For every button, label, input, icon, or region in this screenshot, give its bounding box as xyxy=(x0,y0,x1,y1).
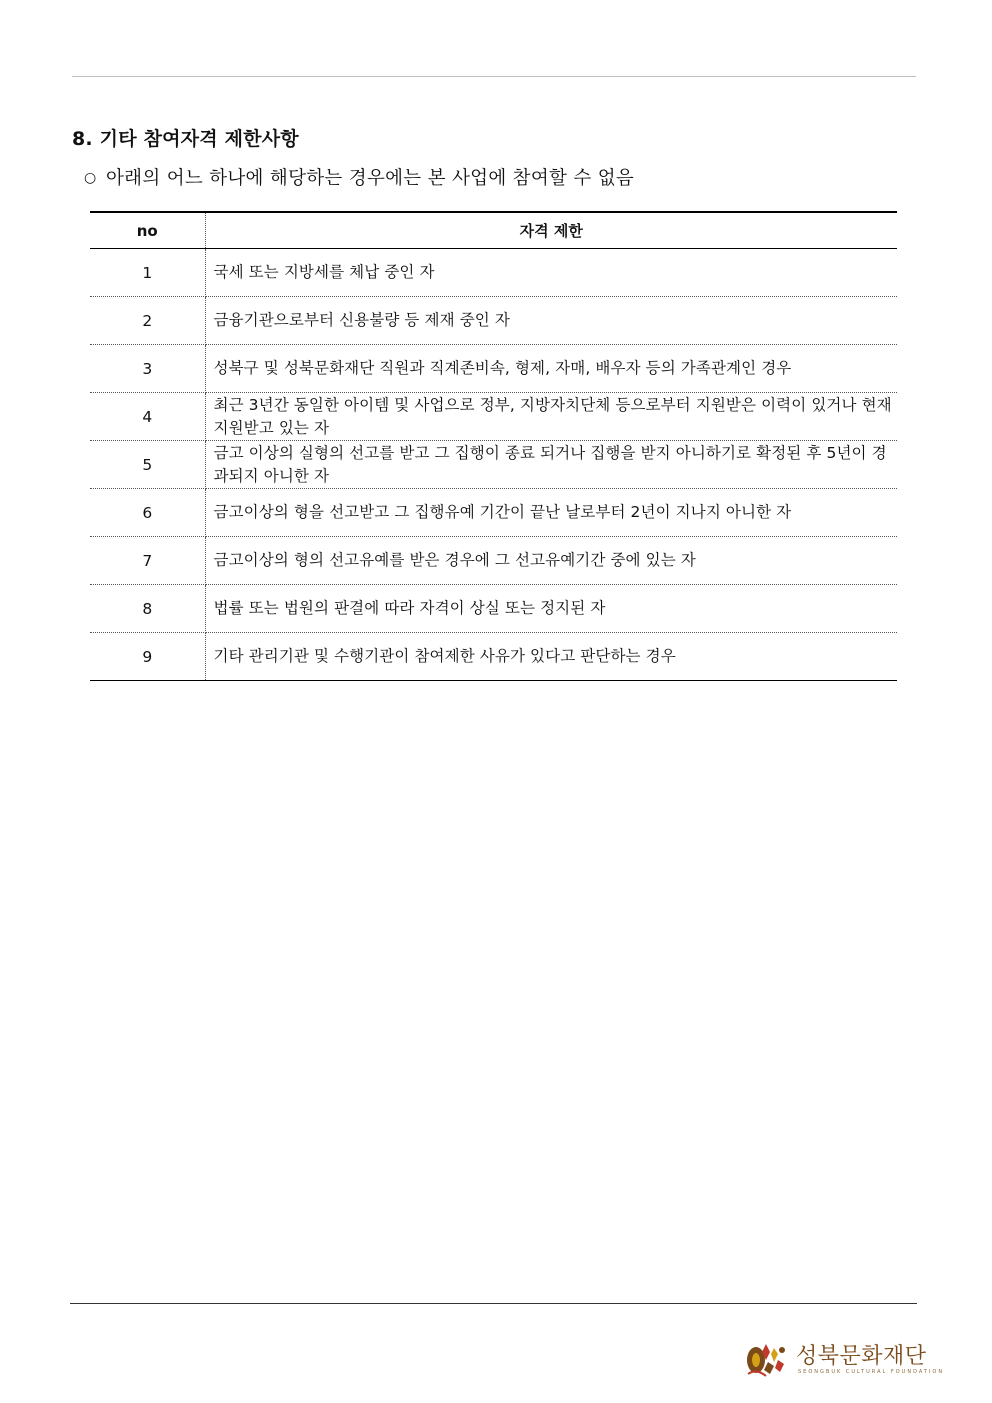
row-text: 성북구 및 성북문화재단 직원과 직계존비속, 형제, 자매, 배우자 등의 가족관계인 경우 xyxy=(205,345,897,393)
table-row xyxy=(90,585,897,633)
table-row xyxy=(90,297,897,345)
row-text: 법률 또는 법원의 판결에 따라 자격이 상실 또는 정지된 자 xyxy=(205,585,897,633)
header-divider xyxy=(72,76,916,77)
row-number: 2 xyxy=(90,297,205,345)
row-number: 6 xyxy=(90,489,205,537)
row-text: 최근 3년간 동일한 아이템 및 사업으로 정부, 지방자치단체 등으로부터 지원받은 이력이 있거나 현재 지원받고 있는 자 xyxy=(205,393,897,441)
table-row xyxy=(90,345,897,393)
row-number: 3 xyxy=(90,345,205,393)
row-number: 5 xyxy=(90,441,205,489)
table-row xyxy=(90,633,897,681)
row-text: 금고 이상의 실형의 선고를 받고 그 집행이 종료 되거나 집행을 받지 아니하기로 확정된 후 5년이 경과되지 아니한 자 xyxy=(205,441,897,489)
row-text: 금고이상의 형의 선고유예를 받은 경우에 그 선고유예기간 중에 있는 자 xyxy=(205,537,897,585)
logo-subtitle: SEONGBUK CULTURAL FOUNDATION xyxy=(798,1369,945,1375)
intro-line xyxy=(84,164,634,190)
row-number: 8 xyxy=(90,585,205,633)
section-title: 8. 기타 참여자격 제한사항 xyxy=(72,128,299,150)
row-text: 금융기관으로부터 신용불량 등 제재 중인 자 xyxy=(205,297,897,345)
table-row xyxy=(90,249,897,297)
logo-mark-icon xyxy=(744,1338,790,1378)
logo-name: 성북문화재단 xyxy=(796,1344,927,1369)
intro-text: 아래의 어느 하나에 해당하는 경우에는 본 사업에 참여할 수 없음 xyxy=(106,168,635,189)
row-text: 금고이상의 형을 선고받고 그 집행유예 기간이 끝난 날로부터 2년이 지나지 아니한 자 xyxy=(205,489,897,537)
row-number: 7 xyxy=(90,537,205,585)
restrictions-table xyxy=(90,211,897,681)
row-text: 국세 또는 지방세를 체납 중인 자 xyxy=(205,249,897,297)
row-number: 4 xyxy=(90,393,205,441)
row-text: 기타 관리기관 및 수행기관이 참여제한 사유가 있다고 판단하는 경우 xyxy=(205,633,897,681)
table-row xyxy=(90,489,897,537)
table-row xyxy=(90,393,897,441)
footer-divider xyxy=(70,1303,917,1304)
table-header-row xyxy=(90,212,897,249)
table-row xyxy=(90,441,897,489)
foundation-logo xyxy=(744,1338,945,1378)
row-number: 1 xyxy=(90,249,205,297)
row-number: 9 xyxy=(90,633,205,681)
header-qualification: 자격 제한 xyxy=(205,212,897,249)
bullet-icon: ○ xyxy=(84,170,97,186)
table-row xyxy=(90,537,897,585)
header-no: no xyxy=(90,212,205,249)
